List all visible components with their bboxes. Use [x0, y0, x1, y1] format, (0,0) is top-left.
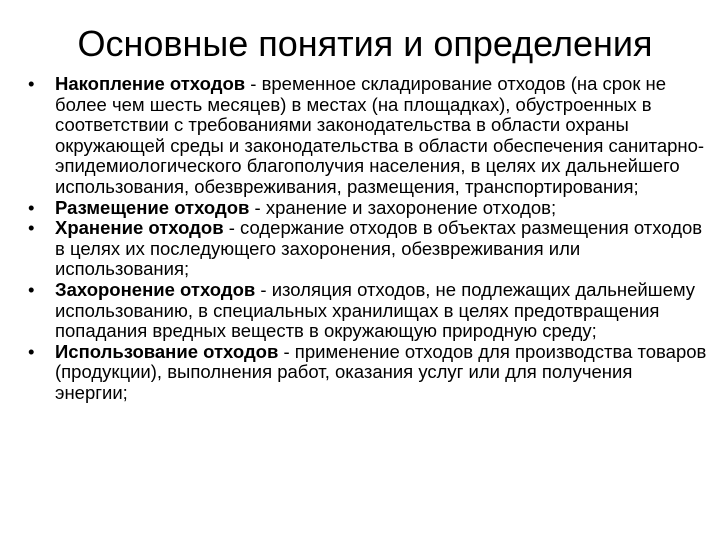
term-label: Использование отходов: [55, 340, 279, 362]
list-item-storage: [28, 218, 708, 280]
term-label: Накопление отходов: [55, 73, 246, 94]
list-item-use: [28, 342, 708, 404]
term-label: Хранение отходов: [55, 217, 224, 239]
definition-text: - временное складирование отходов (на срок не более чем шесть месяцев) в местах (на площадках), обустроенных в соответствии с требованиями законодательства в области охраны окружающей среды и законодательства в области обеспечения санитарно-эпидемиологического благополучия населения, в целях их дальнейшего использования, обезвреживания, размещения, транспортирования;: [55, 73, 705, 197]
bullet-icon: •: [28, 278, 35, 300]
definition-text: - содержание отходов в объектах размещения отходов в целях их последующего захоронения, обезвреживания или использования;: [55, 217, 703, 280]
definition-text: - применение отходов для производства товаров (продукции), выполнения работ, оказания услуг или для получения энергии;: [55, 340, 707, 403]
bullet-icon: •: [28, 340, 35, 362]
definitions-list: [28, 74, 708, 404]
definition-text: - изоляция отходов, не подлежащих дальнейшему использованию, в специальных хранилищах в целях предотвращения попадания вредных веществ в окружающую природную среду;: [55, 278, 696, 342]
term-label: Размещение отходов: [55, 196, 250, 218]
list-item-accumulation: [28, 74, 708, 198]
bullet-icon: •: [28, 73, 35, 94]
slide-title: Основные понятия и определения: [77, 23, 653, 64]
definition-text: - хранение и захоронение отходов;: [249, 196, 557, 218]
bullet-icon: •: [28, 217, 35, 239]
term-label: Захоронение отходов: [55, 278, 256, 300]
list-item-burial: [28, 280, 708, 342]
list-item-placement: [28, 198, 708, 219]
bullet-icon: •: [28, 196, 35, 218]
